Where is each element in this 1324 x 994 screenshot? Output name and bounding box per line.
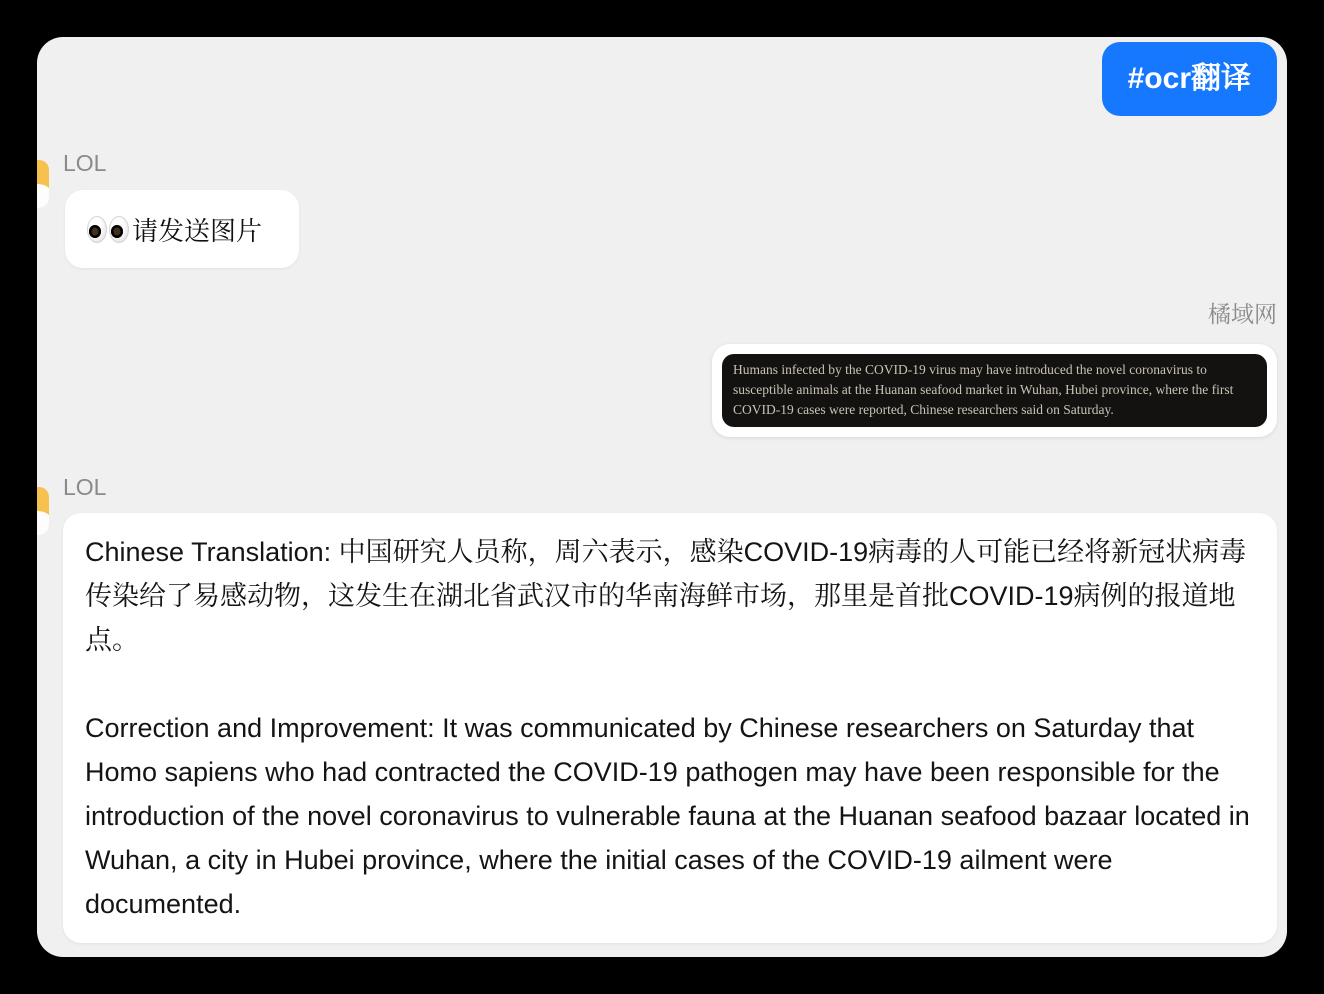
eyes-emoji-icon [87, 216, 129, 243]
ocr-translate-tag-button[interactable]: #ocr翻译 [1102, 42, 1277, 116]
sender-name-juyuwang: 橘域网 [1208, 301, 1277, 327]
message-text: 请发送图片 [132, 215, 263, 246]
translation-paragraph-chinese: Chinese Translation: 中国研究人员称，周六表示，感染COVID-19病毒的人可能已经将新冠状病毒传染给了易感动物，这发生在湖北省武汉市的华南海鲜市场，那里是首批COVID-19病例的报道地点。 [85, 537, 1247, 655]
message-bubble-translation[interactable] [63, 513, 1277, 943]
translation-paragraph-english: Correction and Improvement: It was communicated by Chinese researchers on Saturday that Homo sapiens who had contracted the COVID-19 pathogen may have been responsible for the introduction of the novel coronavirus to vulnerable fauna at the Huanan seafood bazaar located in Wuhan, a city in Hubei province, where the initial cases of the COVID-19 ailment were documented. [85, 713, 1250, 919]
avatar-lol-1[interactable] [37, 160, 49, 208]
ocr-source-image[interactable]: Humans infected by the COVID-19 virus may have introduced the novel coronavirus to susceptible animals at the Huanan seafood market in Wuhan, Hubei province, where the first COVID-19 cases were reported, Chinese researchers said on Saturday. [722, 354, 1267, 427]
avatar-lol-2[interactable] [37, 487, 49, 535]
message-bubble-image[interactable] [712, 344, 1277, 437]
sender-name-lol-2: LOL [63, 474, 107, 500]
sender-name-lol-1: LOL [63, 150, 107, 176]
chat-panel [37, 37, 1287, 957]
message-bubble-request-image[interactable] [65, 190, 299, 268]
